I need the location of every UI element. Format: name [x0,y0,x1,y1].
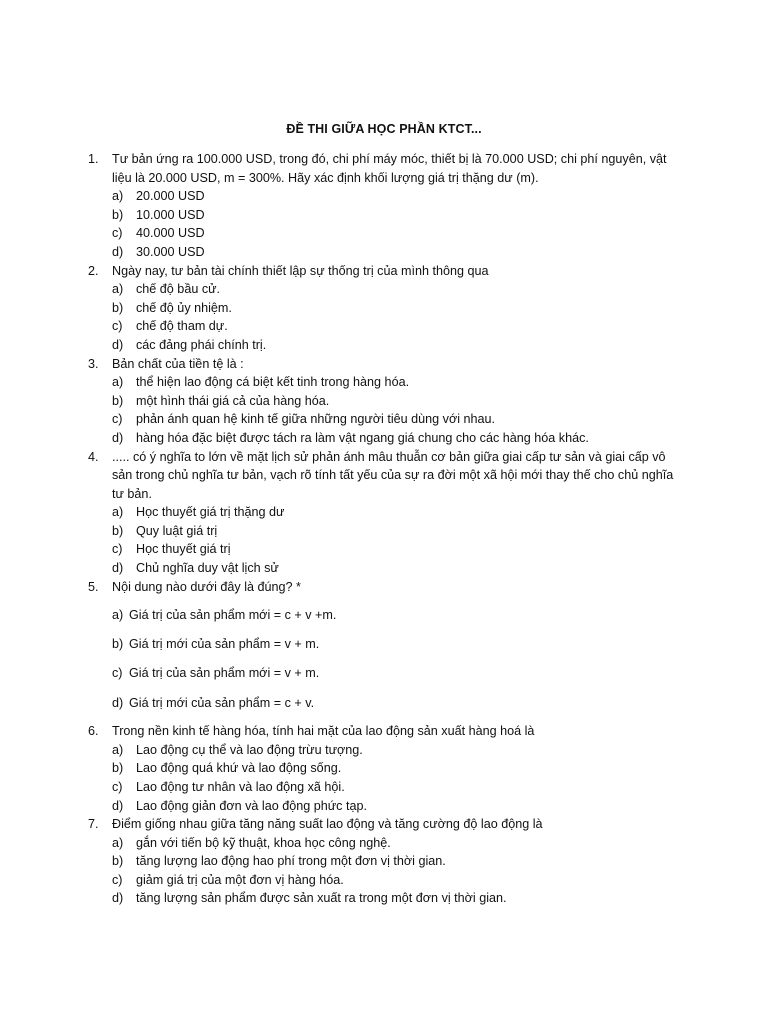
option-list [112,280,688,354]
option-text: tăng lượng lao động hao phí trong một đơn vị thời gian. [136,854,446,869]
option-text: thể hiện lao động cá biệt kết tinh trong hàng hóa. [136,375,410,390]
option-a [112,741,688,760]
question-7 [88,815,688,908]
option-letter: c) [112,872,123,887]
option-a [112,606,688,625]
option-list [112,503,688,577]
option-letter: b) [112,854,124,869]
question-text: Nội dung nào dưới đây là đúng? * [112,579,301,594]
page-title: ĐỀ THI GIỮA HỌC PHẦN KTCT... [286,122,482,136]
option-c [112,224,688,243]
option-c [112,410,688,429]
option-letter: d) [112,695,124,710]
option-letter: d) [112,561,124,576]
question-number: 1. [88,152,99,166]
option-d [112,694,688,713]
option-d [112,429,688,448]
option-text: giảm giá trị của một đơn vị hàng hóa. [136,872,344,887]
option-text: Lao động tư nhân và lao động xã hội. [136,779,345,794]
question-text: Tư bản ứng ra 100.000 USD, trong đó, chi phí máy móc, thiết bị là 70.000 USD; chi phí nguyên, vật liệu là 20.000 USD, m = 300%. Hãy xác định khối lượng giá trị thặng dư (m). [112,152,667,185]
option-letter: b) [112,207,124,222]
option-d [112,559,688,578]
question-text: Điểm giống nhau giữa tăng năng suất lao động và tăng cường độ lao động là [112,817,543,832]
option-text: một hình thái giá cả của hàng hóa. [136,393,330,408]
option-text: phản ánh quan hệ kinh tế giữa những người tiêu dùng với nhau. [136,412,496,427]
option-b [112,635,688,654]
option-a [112,373,688,392]
option-text: Lao động cụ thể và lao động trừu tượng. [136,742,363,757]
question-2 [88,262,688,355]
option-b [112,206,688,225]
option-letter: c) [112,412,123,427]
option-list [112,606,688,712]
option-letter: d) [112,798,124,813]
option-d [112,336,688,355]
option-text: 20.000 USD [136,189,205,204]
question-1 [88,150,688,262]
option-b [112,392,688,411]
option-text: Giá trị của sản phẩm mới = v + m. [129,666,320,681]
option-text: chế độ tham dự. [136,319,228,334]
option-letter: d) [112,244,124,259]
question-number: 6. [88,724,99,739]
option-text: Học thuyết giá trị [136,542,231,557]
option-text: Giá trị mới của sản phẩm = c + v. [129,695,315,710]
option-list [112,741,688,815]
option-c [112,871,688,890]
question-number: 7. [88,817,99,832]
option-text: Học thuyết giá trị thặng dư [136,505,285,520]
option-a [112,503,688,522]
option-letter: b) [112,300,124,315]
question-number: 5. [88,579,99,594]
option-text: Lao động giản đơn và lao động phức tạp. [136,798,367,813]
option-text: 30.000 USD [136,244,205,259]
question-4 [88,448,688,578]
option-text: chế độ bầu cử. [136,282,221,297]
option-a [112,280,688,299]
option-letter: a) [112,505,124,520]
option-list [112,187,688,261]
option-text: 40.000 USD [136,226,205,241]
option-a [112,187,688,206]
option-d [112,243,688,262]
option-text: 10.000 USD [136,207,205,222]
option-letter: c) [112,666,123,681]
option-text: các đảng phái chính trị. [136,337,267,352]
option-letter: d) [112,430,124,445]
option-text: gắn với tiến bộ kỹ thuật, khoa học công nghệ. [136,835,391,850]
option-text: hàng hóa đặc biệt được tách ra làm vật ngang giá chung cho các hàng hóa khác. [136,430,589,445]
option-d [112,889,688,908]
question-text: ..... có ý nghĩa to lớn về mặt lịch sử phản ánh mâu thuẫn cơ bản giữa giai cấp tư sản và giai cấp vô sản trong chủ nghĩa tư bản, vạch rõ tính tất yếu của sự ra đời một xã hội mới thay thế cho chủ nghĩa tư bản. [112,449,674,501]
option-letter: b) [112,637,124,652]
question-6 [88,722,688,815]
option-a [112,834,688,853]
option-letter: a) [112,375,124,390]
question-text: Trong nền kinh tế hàng hóa, tính hai mặt của lao động sản xuất hàng hoá là [112,724,535,739]
option-letter: d) [112,337,124,352]
option-text: tăng lượng sản phẩm được sản xuất ra trong một đơn vị thời gian. [136,891,507,906]
option-text: chế độ ủy nhiệm. [136,300,232,315]
option-letter: a) [112,742,124,757]
question-text: Bản chất của tiền tệ là : [112,356,244,371]
option-text: Chủ nghĩa duy vật lịch sử [136,561,279,576]
question-3 [88,355,688,448]
question-number: 2. [88,263,99,278]
option-letter: a) [112,282,124,297]
option-letter: a) [112,835,124,850]
option-list [112,373,688,447]
option-letter: a) [112,189,124,204]
question-number: 3. [88,356,99,371]
option-text: Lao động quá khứ và lao động sống. [136,761,342,776]
option-b [112,299,688,318]
option-letter: c) [112,319,123,334]
option-text: Quy luật giá trị [136,523,218,538]
option-letter: d) [112,891,124,906]
option-b [112,852,688,871]
option-letter: b) [112,393,124,408]
question-text: Ngày nay, tư bản tài chính thiết lập sự thống trị của mình thông qua [112,263,489,278]
option-letter: b) [112,523,124,538]
option-list [112,834,688,908]
option-c [112,664,688,683]
option-b [112,522,688,541]
option-text: Giá trị của sản phẩm mới = c + v +m. [129,608,337,623]
option-letter: c) [112,779,123,794]
option-c [112,540,688,559]
option-c [112,317,688,336]
question-list [88,150,688,908]
option-d [112,797,688,816]
question-5 [88,578,688,712]
option-letter: b) [112,761,124,776]
option-text: Giá trị mới của sản phẩm = v + m. [129,637,320,652]
option-b [112,759,688,778]
option-c [112,778,688,797]
option-letter: a) [112,608,124,623]
option-letter: c) [112,542,123,557]
option-letter: c) [112,226,123,241]
question-number: 4. [88,449,99,464]
